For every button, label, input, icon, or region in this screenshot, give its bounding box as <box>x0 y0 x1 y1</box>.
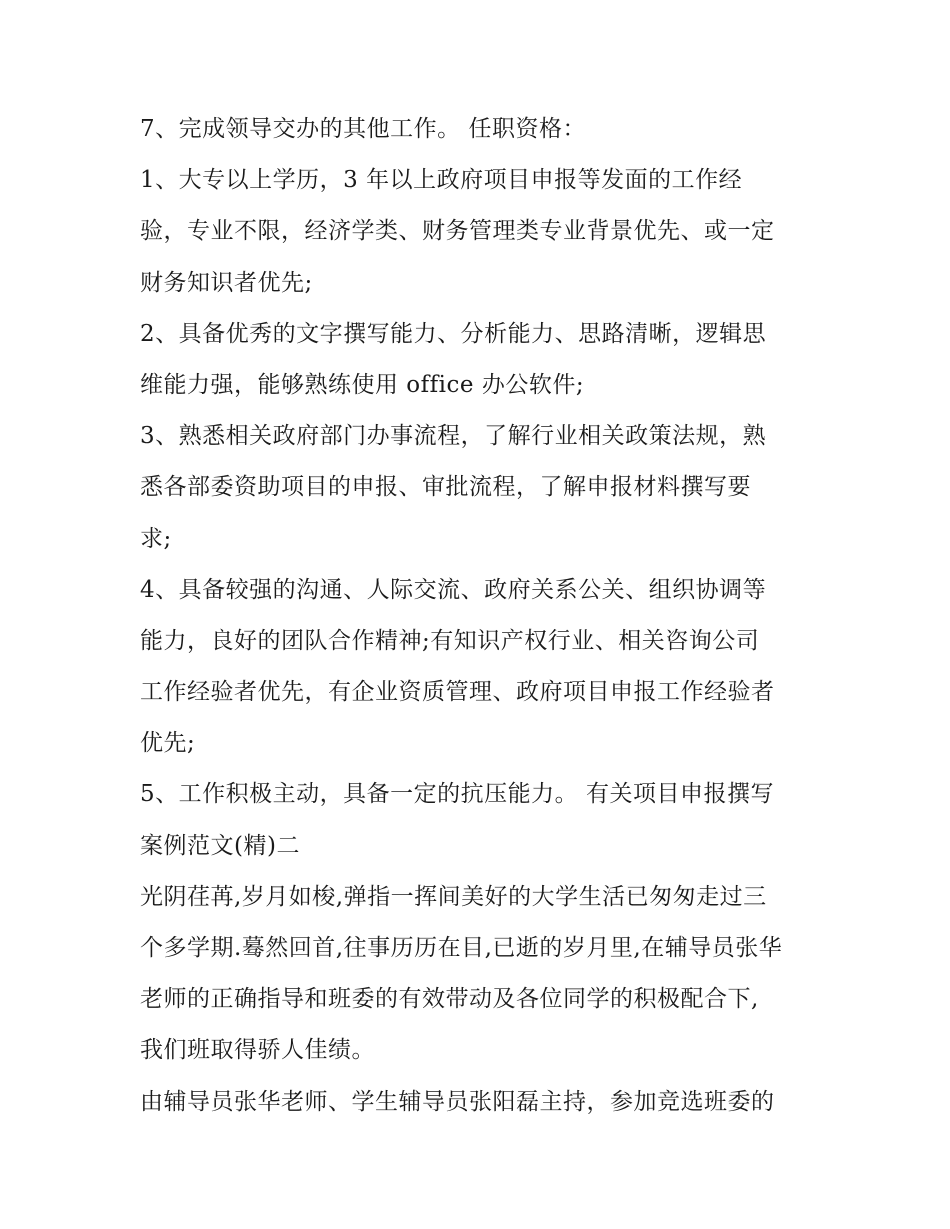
text-line-4: 财务知识者优先; <box>140 269 313 296</box>
text-line-16: 光阴荏苒,岁月如梭,弹指一挥间美好的大学生活已匆匆走过三 <box>140 883 767 910</box>
text-line-19: 我们班取得骄人佳绩。 <box>140 1037 375 1064</box>
text-line-8: 悉各部委资助项目的申报、审批流程，了解申报材料撰写要 <box>140 474 751 501</box>
text-line-14: 5、工作积极主动，具备一定的抗压能力。 有关项目申报撰写 <box>140 781 774 808</box>
text-line-18: 老师的正确指导和班委的有效带动及各位同学的积极配合下, <box>140 986 759 1013</box>
document-body <box>140 104 820 1128</box>
text-line-11: 能力，良好的团队合作精神;有知识产权行业、相关咨询公司 <box>140 627 760 654</box>
text-line-7: 3、熟悉相关政府部门办事流程，了解行业相关政策法规，熟 <box>140 423 767 450</box>
text-line-17: 个多学期.蓦然回首,往事历历在目,已逝的岁月里,在辅导员张华 <box>140 935 783 961</box>
text-line-13: 优先; <box>140 730 196 757</box>
text-line-10: 4、具备较强的沟通、人际交流、政府关系公关、组织协调等 <box>140 576 767 603</box>
text-line-9: 求; <box>140 525 172 552</box>
text-line-20: 由辅导员张华老师、学生辅导员张阳磊主持，参加竞选班委的 <box>140 1088 775 1115</box>
text-line-5: 2、具备优秀的文字撰写能力、分析能力、思路清晰，逻辑思 <box>140 320 767 347</box>
text-line-2: 1、大专以上学历，3 年以上政府项目申报等发面的工作经 <box>140 167 743 194</box>
text-line-1: 7、完成领导交办的其他工作。 任职资格： <box>140 116 586 142</box>
text-line-15: 案例范文(精)二 <box>140 832 300 859</box>
text-line-6: 维能力强，能够熟练使用 office 办公软件; <box>140 371 585 398</box>
text-line-12: 工作经验者优先，有企业资质管理、政府项目申报工作经验者 <box>140 679 775 706</box>
text-line-3: 验，专业不限，经济学类、财务管理类专业背景优先、或一定 <box>140 218 775 245</box>
